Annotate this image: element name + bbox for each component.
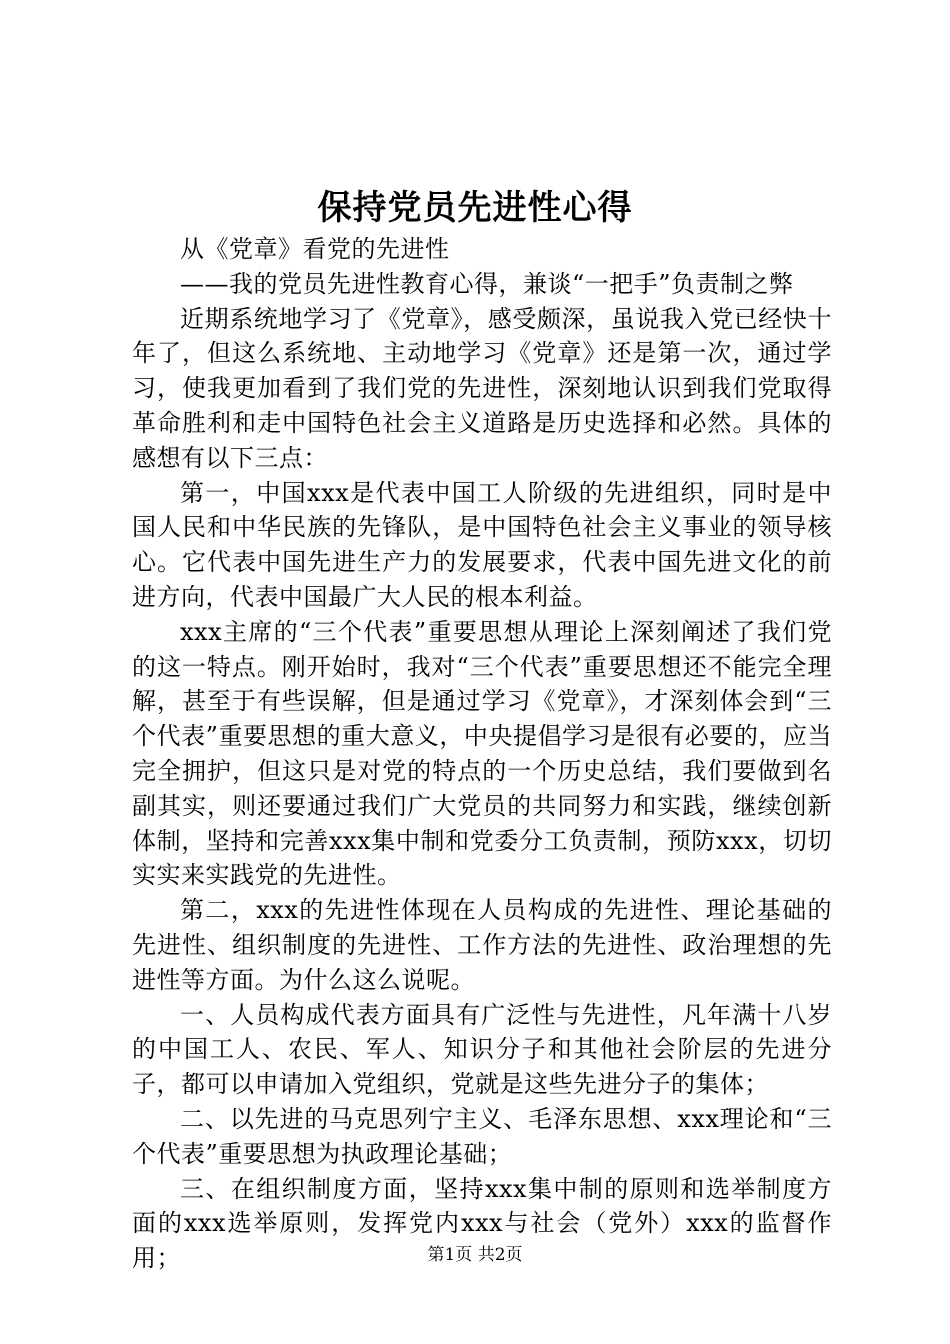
- paragraph: 第二，xxx的先进性体现在人员构成的先进性、理论基础的先进性、组织制度的先进性、工作方法的先进性、政治理想的先进性等方面。为什么这么说呢。: [132, 896, 832, 994]
- document-body: [132, 232, 832, 1276]
- paragraph: 一、人员构成代表方面具有广泛性与先进性，凡年满十八岁的中国工人、农民、军人、知识分子和其他社会阶层的先进分子，都可以申请加入党组织，党就是这些先进分子的集体；: [132, 1000, 832, 1099]
- paragraph-subtitle: 从《党章》看党的先进性: [180, 235, 450, 263]
- paragraph: xxx主席的“三个代表”重要思想从理论上深刻阐述了我们党的这一特点。刚开始时，我对“三个代表”重要思想还不能完全理解，甚至于有些误解，但是通过学习《党章》，才深刻体会到“三个代表”重要思想的重大意义，中央提倡学习是很有必要的，应当完全拥护，但这只是对党的特点的一个历史总结，我们要做到名副其实，则还要通过我们广大党员的共同努力和实践，继续创新体制，坚持和完善xxx集中制和党委分工负责制，预防xxx，切切实实来实践党的先进性。: [132, 617, 832, 890]
- paragraph-subheading: ——我的党员先进性教育心得，兼谈“一把手”负责制之弊: [180, 269, 794, 298]
- paragraph: 二、以先进的马克思列宁主义、毛泽东思想、xxx理论和“三个代表”重要思想为执政理论基础；: [132, 1104, 832, 1168]
- document-title: 保持党员先进性心得: [317, 188, 633, 228]
- paragraph: 近期系统地学习了《党章》，感受颇深，虽说我入党已经快十年了，但这么系统地、主动地学习《党章》还是第一次，通过学习，使我更加看到了我们党的先进性，深刻地认识到我们党取得革命胜利和走中国特色社会主义道路是历史选择和必然。具体的感想有以下三点：: [132, 304, 832, 472]
- page-number-footer: 第1页 共2页: [427, 1245, 523, 1265]
- paragraph: 第一，中国xxx是代表中国工人阶级的先进组织，同时是中国人民和中华民族的先锋队，是中国特色社会主义事业的领导核心。它代表中国先进生产力的发展要求，代表中国先进文化的前进方向，代表中国最广大人民的根本利益。: [132, 478, 832, 611]
- paragraph: 三、在组织制度方面，坚持xxx集中制的原则和选举制度方面的xxx选举原则，发挥党内xxx与社会（党外）xxx的监督作用；: [132, 1174, 832, 1273]
